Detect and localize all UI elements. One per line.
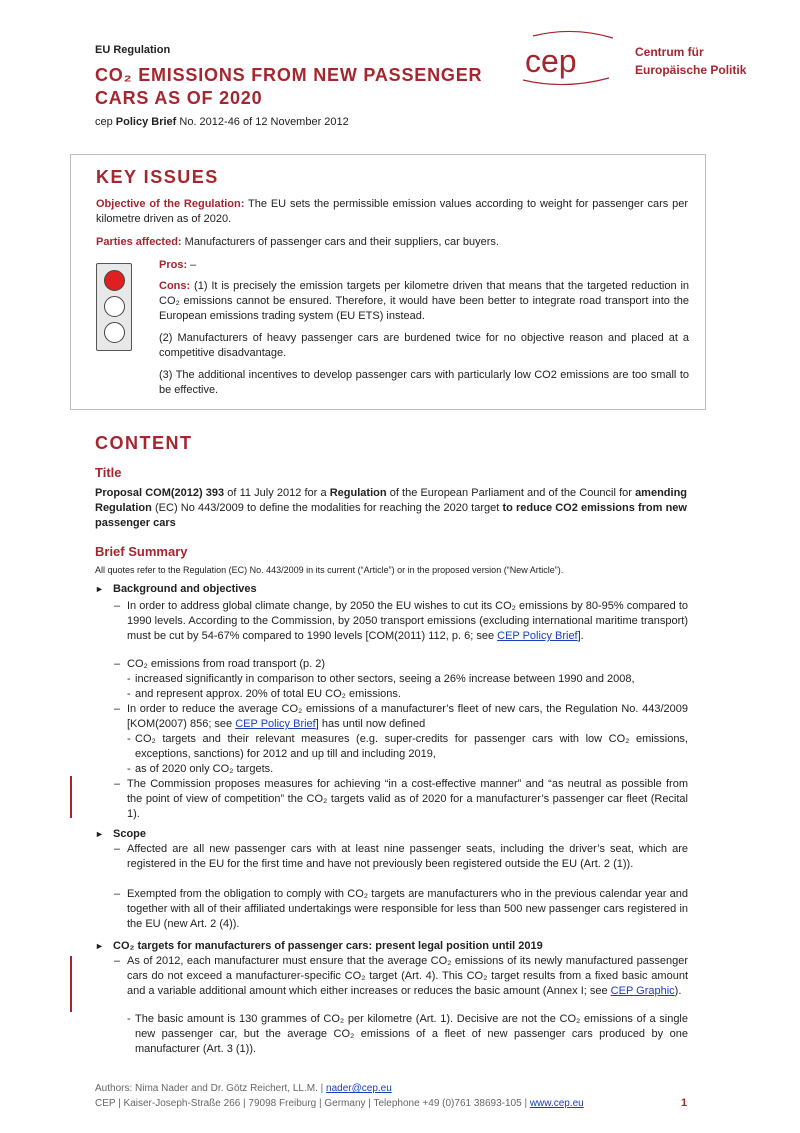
section-targets-label: CO₂ targets for manufacturers of passenger cars: present legal position until 2019	[113, 940, 543, 952]
logo-mark: cep	[525, 43, 577, 79]
cep-logo-icon	[515, 30, 625, 90]
bullet-arrow-icon: ►	[95, 941, 104, 951]
title-heading: Title	[95, 465, 122, 480]
section-targets	[95, 940, 543, 952]
logo-line-1: Centrum für	[635, 45, 704, 59]
change-bar	[70, 776, 72, 818]
bg-2-text: CO₂ emissions from road transport (p. 2)	[127, 658, 326, 670]
cep-policy-brief-link[interactable]: CEP Policy Brief	[497, 630, 578, 642]
tg-1a-text: The basic amount is 130 grammes of CO₂ per kilometre (Art. 1). Decisive are not the CO₂ emissions of a single new passenger car, but the average CO₂ emissions of a fleet of new passenger cars produced by one manufacturer (Art. 3 (1)).	[135, 1013, 688, 1055]
cep-graphic-link[interactable]: CEP Graphic	[610, 985, 675, 997]
document-category: EU Regulation	[95, 44, 171, 56]
parties-text: Manufacturers of passenger cars and their suppliers, car buyers.	[181, 236, 499, 248]
brief-rest: No. 2012-46 of 12 November 2012	[176, 116, 349, 128]
title-part-3: Regulation	[329, 487, 387, 499]
cons-paragraph-3: (3) The additional incentives to develop passenger cars with particularly low CO2 emissions are too small to be effective.	[159, 369, 689, 396]
objective-text: The EU sets the permissible emission values according to weight for passenger cars per kilometre driven as of 2020.	[96, 198, 688, 225]
brief-prefix: cep	[95, 116, 116, 128]
amber-light-icon	[104, 296, 125, 317]
footer-authors	[95, 1083, 392, 1094]
objective-paragraph	[96, 197, 688, 227]
bg-3b-text: as of 2020 only CO₂ targets.	[135, 763, 274, 775]
green-light-icon	[104, 322, 125, 343]
list-item: – The Commission proposes measures for achieving “in a cost-effective manner” and “as neutral as possible from the point of view of competition” the CO₂ targets valid as of 2020 for a manufacturer’s passenger car fleet (Recital 1).	[114, 778, 688, 820]
cons-label: Cons:	[159, 280, 191, 292]
tg-1-end: ).	[674, 985, 682, 997]
cons-text: (1) It is precisely the emission targets per kilometre driven that means that the targeted reduction in CO₂ emissions cannot be ensured. Therefore, it would have been better to integrate road transport into the European emissions trading system (EU ETS) instead.	[159, 280, 689, 322]
scope-1-text: Affected are all new passenger cars with at least nine passenger seats, including the driver’s seat, which are registered in the EU for the first time and have not previously been registered outside the EU (Art. 2 (1)).	[127, 843, 688, 870]
section-background	[95, 583, 257, 595]
red-light-icon	[104, 270, 125, 291]
bg-3-text: In order to reduce the average CO₂ emissions of a manufacturer’s fleet of new cars, the Regulation No. 443/2009 [KOM(2007) 856; see	[127, 703, 688, 730]
title-part-5: amending Regulation	[95, 487, 688, 514]
footer-address-text: CEP | Kaiser-Joseph-Straße 266 | 79098 Freiburg | Germany | Telephone +49 (0)761 38693-105 |	[95, 1098, 530, 1109]
bg-1-text: In order to address global climate change, by 2050 the EU wishes to cut its CO₂ emissions by 80-95% compared to 1990 levels. According to the Commission, by 2050 transport emissions (excluding international maritime transport) must be cut by 54-67% compared to 1990 levels [COM(2011) 112, p. 6; see	[127, 600, 688, 642]
bg-3a-text: CO₂ targets and their relevant measures (e.g. super-credits for passenger cars with low CO₂ emissions, exceptions, sanctions) for 2012 and up till and including 2019,	[135, 733, 688, 760]
title-part-2: of 11 July 2012 for a	[224, 487, 330, 499]
scope-2-text: Exempted from the obligation to comply with CO₂ targets are manufacturers who in the previous calendar year and together with all of their affiliated undertakings were responsible for less than 500 new passenger cars registered in the EU (new Art. 2 (4)).	[127, 888, 688, 930]
bullet-arrow-icon: ►	[95, 584, 104, 594]
bullet-arrow-icon: ►	[95, 829, 104, 839]
policy-brief-line	[95, 116, 349, 128]
traffic-light-red-icon	[96, 263, 132, 351]
sub-list-item: - The basic amount is 130 grammes of CO₂ per kilometre (Art. 1). Decisive are not the CO₂ emissions of a single new passenger car, but the average CO₂ emissions of a fleet of new passenger cars produced by one manufacturer (Art. 3 (1)).	[127, 1013, 688, 1055]
change-bar	[70, 956, 72, 1012]
brief-summary-heading: Brief Summary	[95, 544, 188, 559]
logo-line-2: Europäische Politik	[635, 63, 747, 77]
bg-3-end: ] has until now defined	[315, 718, 426, 730]
objective-label: Objective of the Regulation:	[96, 198, 245, 210]
pros-label: Pros:	[159, 259, 188, 271]
sub-list-item: - and represent approx. 20% of total EU CO₂ emissions.	[127, 687, 688, 702]
title-part-1: Proposal COM(2012) 393	[95, 487, 225, 499]
page-title: CO₂ EMISSIONS FROM NEW PASSENGER CARS AS OF 2020	[95, 65, 483, 108]
bg-2b-text: and represent approx. 20% of total EU CO₂ emissions.	[135, 688, 401, 700]
logo-text	[635, 43, 746, 79]
list-item: – In order to address global climate change, by 2050 the EU wishes to cut its CO₂ emissions by 80-95% compared to 1990 levels. According to the Commission, by 2050 transport emissions (excluding international maritime transport) must be cut by 54-67% compared to 1990 levels [COM(2011) 112, p. 6; see CEP Policy Brief].	[114, 600, 688, 642]
sub-list-item: - as of 2020 only CO₂ targets.	[127, 762, 688, 777]
sub-list-item: - increased significantly in comparison to other sectors, seeing a 26% increase between 1990 and 2008,	[127, 672, 688, 687]
footer-address	[95, 1098, 584, 1109]
parties-paragraph	[96, 235, 688, 250]
list-item: – Affected are all new passenger cars with at least nine passenger seats, including the driver’s seat, which are registered in the EU for the first time and have not previously been registered outside the EU (Art. 2 (1)).	[114, 843, 688, 870]
bg-1-end: ].	[577, 630, 584, 642]
content-heading: CONTENT	[95, 433, 193, 453]
cons-paragraph-2: (2) Manufacturers of heavy passenger cars are burdened twice for no objective reason and placed at a competitive disadvantage.	[159, 332, 689, 359]
sub-list-item: - CO₂ targets and their relevant measures (e.g. super-credits for passenger cars with low CO₂ emissions, exceptions, sanctions) for 2012 and up till and including 2019,	[127, 733, 688, 760]
list-item: – Exempted from the obligation to comply with CO₂ targets are manufacturers who in the previous calendar year and together with all of their affiliated undertakings were responsible for less than 500 new passenger cars registered in the EU (new Art. 2 (4)).	[114, 888, 688, 930]
bg-4-text: The Commission proposes measures for achieving “in a cost-effective manner” and “as neutral as possible from the point of view of competition” the CO₂ targets valid as of 2020 for a manufacturer’s passenger car fleet (Recital 1).	[127, 778, 688, 820]
list-item: – In order to reduce the average CO₂ emissions of a manufacturer’s fleet of new cars, the Regulation No. 443/2009 [KOM(2007) 856; see CEP Policy Brief] has until now defined	[114, 703, 688, 730]
proposal-title	[95, 486, 687, 531]
tg-1-text: As of 2012, each manufacturer must ensure that the average CO₂ emissions of its newly manufactured passenger cars do not exceed a manufacturer-specific CO₂ target (Art. 4). This CO₂ target results from a fixed basic amount and a variable additional amount which either increases or reduces the basic amount (Annex I; see	[127, 955, 688, 997]
section-scope-label: Scope	[113, 828, 147, 840]
list-item: – CO₂ emissions from road transport (p. 2)	[114, 657, 688, 672]
cep-policy-brief-link-2[interactable]: CEP Policy Brief	[235, 718, 316, 730]
cons-paragraph	[159, 279, 689, 324]
section-background-label: Background and objectives	[113, 583, 257, 595]
pros-text: –	[187, 259, 197, 271]
page-number: 1	[681, 1097, 688, 1109]
title-part-4: of the European Parliament and of the Council for	[386, 487, 636, 499]
quote-note: All quotes refer to the Regulation (EC) No. 443/2009 in its current (“Article”) or in the proposed version (“New Article”).	[95, 565, 564, 575]
title-part-6: (EC) No 443/2009 to define the modalities for reaching the 2020 target	[151, 502, 503, 514]
website-link[interactable]: www.cep.eu	[529, 1098, 584, 1109]
title-part-7: to reduce CO2 emissions from new passenger cars	[95, 502, 687, 529]
brief-bold: Policy Brief	[115, 116, 177, 128]
author-email-link[interactable]: nader@cep.eu	[326, 1083, 392, 1094]
key-issues-heading: KEY ISSUES	[96, 167, 219, 187]
list-item: – As of 2012, each manufacturer must ensure that the average CO₂ emissions of its newly manufactured passenger cars do not exceed a manufacturer-specific CO₂ target (Art. 4). This CO₂ target results from a fixed basic amount and a variable additional amount which either increases or reduces the basic amount (Annex I; see CEP Graphic).	[114, 955, 688, 997]
key-issues-box	[70, 154, 706, 410]
pros-paragraph	[159, 258, 689, 273]
section-scope	[95, 828, 146, 840]
footer-authors-text: Authors: Nima Nader and Dr. Götz Reichert, LL.M. |	[95, 1083, 327, 1094]
bg-2a-text: increased significantly in comparison to other sectors, seeing a 26% increase between 1990 and 2008,	[135, 673, 635, 685]
parties-label: Parties affected:	[96, 236, 182, 248]
